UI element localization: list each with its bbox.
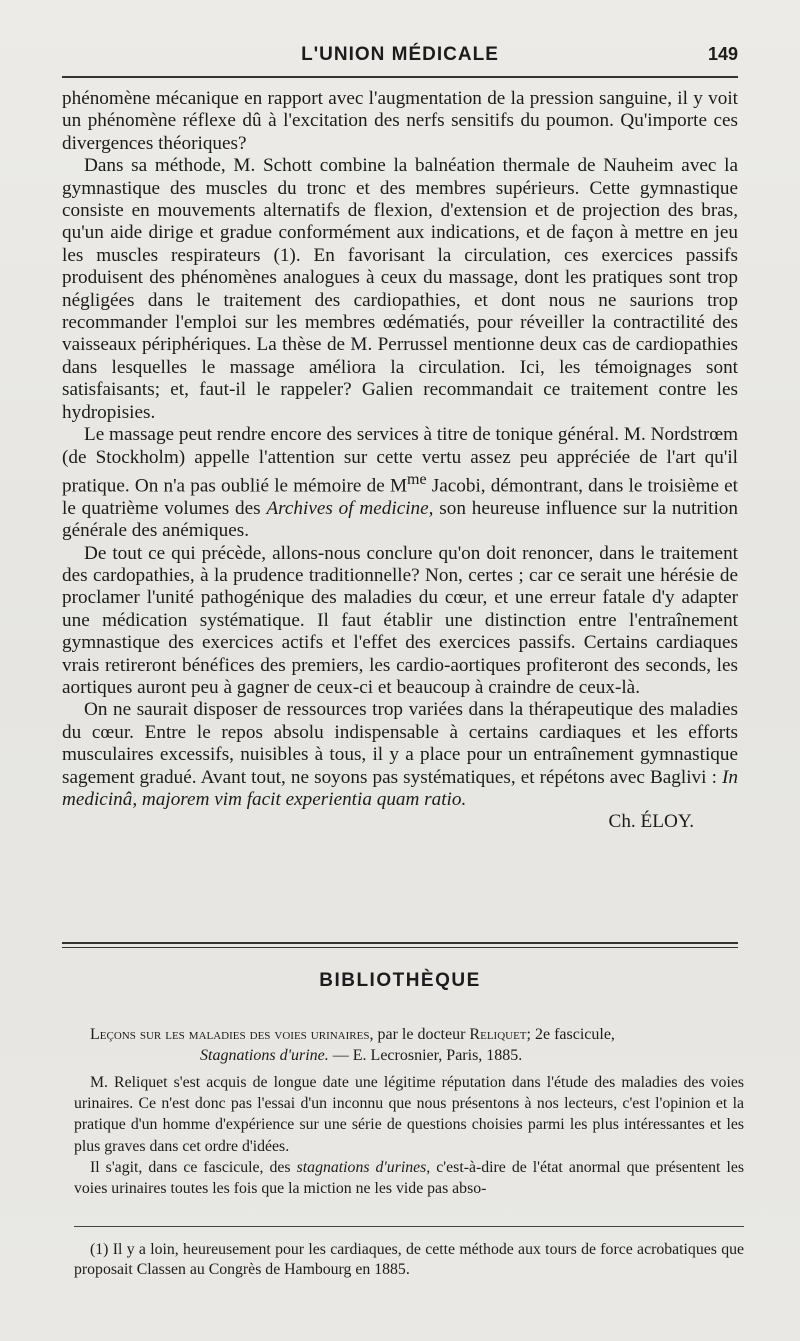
superscript-me: me (407, 470, 427, 488)
review-p2-text-b: c'est-à-dire de l'état anormal que présentent les voies urinaires toutes les fois que la miction ne les vide pas abso- (74, 1158, 744, 1198)
section-divider (62, 942, 738, 948)
running-title: L'UNION MÉDICALE (301, 44, 499, 65)
paragraph-3-text-c: son heureuse influence sur la nutrition générale des anémiques. (62, 497, 738, 542)
book-publisher: — E. Lecrosnier, Paris, 1885. (332, 1047, 523, 1064)
page-number: 149 (707, 44, 738, 64)
footnote-rule (74, 1226, 744, 1227)
review-italic-term: stagnations d'urines, (296, 1158, 431, 1176)
article-paragraph-2: Dans sa méthode, M. Schott combine la balnéation thermale de Nauheim avec la gymnastique des muscles du tronc et des membres supérieurs. Cette gymnastique consiste en mouvements alternatifs de flexion, d'extension et de projection des bras, qu'un aide dirige et gradue conformément aux indications, et de façon à mettre en jeu les muscles respirateurs (1). En favorisant la circulation, ces exercices passifs produisent des phénomènes analogues à ceux du massage, dont les pratiques sont trop négligées dans le traitement des cardiopathies, et dont nous ne saurions trop recommander l'emploi sur les membres œdématiés, pour réveiller la contractilité des vaisseaux périphériques. La thèse de M. Perrussel mentionne deux cas de cardiopathies dans lesquelles le massage améliora la circulation. Ici, les témoignages sont satisfaisants; et, faut-il le rappeler? Galien recommandait ce traitement contre les hydropisies. (62, 155, 738, 423)
header-rule (62, 76, 738, 78)
signature-line (62, 811, 738, 833)
page-header (62, 44, 738, 74)
review-paragraph-2 (74, 1157, 744, 1199)
article-paragraph-3 (62, 424, 738, 542)
journal-title: Archives of medicine, (266, 497, 434, 519)
paragraph-3-text-a: Le massage peut rendre encore des services à titre de tonique général. M. Nordstrœm (de Stockholm) appelle l'attention sur cette vertu assez peu appréciée de l'art qu'il pratique. On n'a pas oublié le mémoire de M (62, 424, 738, 497)
review-paragraph-1: M. Reliquet s'est acquis de longue date une légitime réputation dans l'étude des maladies des voies urinaires. Ce n'est donc pas l'essai d'un inconnu que nous présentons à nos lecteurs, c'est l'opinion et la pratique d'un homme d'expérience sur une série de questions choisies parmi les plus intéressantes et les plus graves dans cet ordre d'idées. (74, 1074, 744, 1155)
review-p2-text-a: Il s'agit, dans ce fascicule, des (90, 1158, 291, 1176)
book-reference-line-1 (90, 1024, 738, 1045)
author-signature: Ch. ÉLOY. (608, 811, 694, 833)
article-paragraph-5 (62, 699, 738, 811)
article-body (62, 88, 738, 834)
article-paragraph-4: De tout ce qui précède, allons-nous conclure qu'on doit renoncer, dans le traitement des cardopathies, à la prudence traditionnelle? Non, certes ; car ce serait une hérésie de proclamer l'unité pathogénique des maladies du cœur, et une erreur fatale d'y adapter une médication systématique. Il faut établir une distinction entre l'entraînement gymnastique des exercices actifs et l'effet des exercices passifs. Certains cardiaques vrais retireront bénéfices des premiers, les cardio-aortiques profiteront des seconds, les aortiques auront peu à gagner de ceux-ci et beaucoup à craindre de ceux-là. (62, 542, 738, 698)
book-author: Reliquet (469, 1026, 527, 1043)
article-paragraph-1: phénomène mécanique en rapport avec l'augmentation de la pression sanguine, il y voit un phénomène réflexe dû à l'excitation des nerfs sensitifs du poumon. Qu'importe ces divergences théoriques? (62, 88, 738, 154)
footnote-text: (1) Il y a loin, heureusement pour les cardiaques, de cette méthode aux tours de force acrobatiques que proposait Classen au Congrès de Hambourg en 1885. (74, 1241, 744, 1278)
book-reference-line-2 (90, 1045, 738, 1066)
section-title: BIBLIOTHÈQUE (319, 970, 481, 991)
book-review (74, 1072, 744, 1199)
book-author-text: par le docteur (377, 1026, 466, 1043)
book-title: Leçons sur les maladies des voies urinaires, (90, 1026, 374, 1043)
book-fascicle: ; 2e fascicule, (526, 1026, 615, 1043)
footnote (74, 1240, 744, 1280)
paragraph-3-text-b: Jacobi, démontrant, dans le troisième et le quatrième volumes des (62, 475, 739, 519)
book-subtitle: Stagnations d'urine. (200, 1047, 329, 1064)
paragraph-5-text: On ne saurait disposer de ressources trop variées dans la thérapeutique des maladies du cœur. Entre le repos absolu indispensable à certains cardiaques et les efforts musculaires excessifs, nuisibles à tous, il y a place pour un entraînement gymnastique sagement gradué. Avant tout, ne soyons pas systématiques, et répétons avec Baglivi : (62, 699, 738, 788)
latin-quote: In medicinâ, majorem vim facit experientia quam ratio. (62, 766, 739, 810)
book-reference (90, 1024, 738, 1066)
